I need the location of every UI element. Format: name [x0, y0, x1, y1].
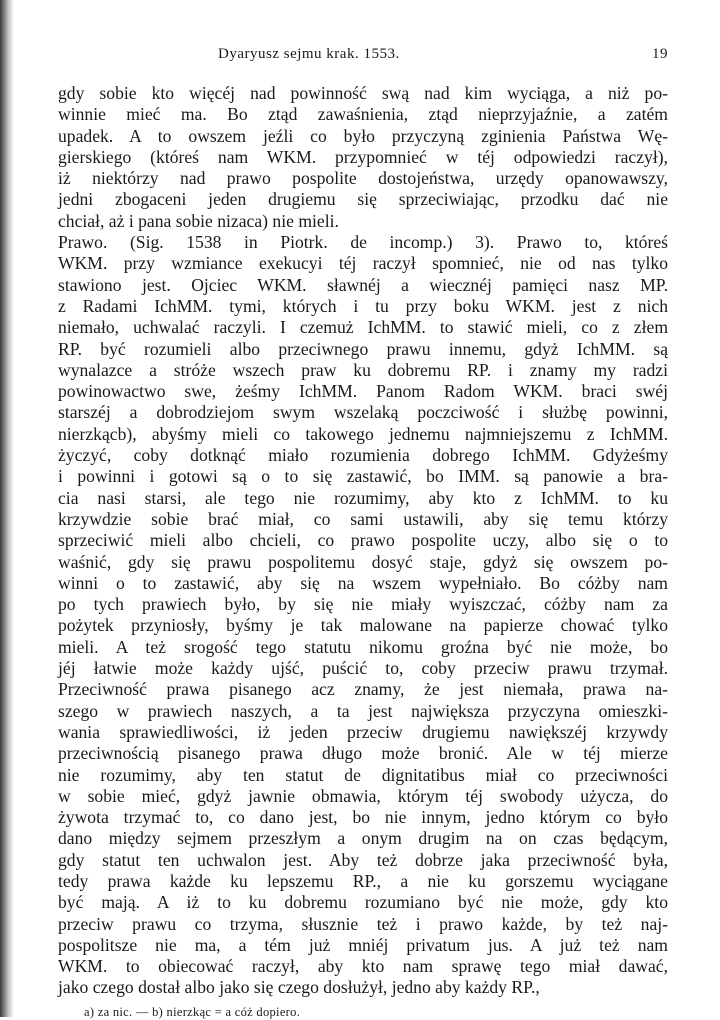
- text-line: pożytek przyniosły, byśmy je tak malowane na papierze chować tylko: [58, 615, 668, 636]
- text-line: winni o to zastawić, aby się na wszem wypełniało. Bo cóżby nam: [58, 572, 668, 593]
- text-line: być mają. A iż to ku dobremu rozumiano być nie może, gdy kto: [58, 892, 668, 913]
- text-line: sprzeciwić mieli albo chcieli, co prawo pospolite uczy, albo się o to: [58, 530, 668, 551]
- text-line: starszéj a dobrodziejom swym wszelaką poczciwość i służbę powinni,: [58, 402, 668, 423]
- text-line: przeciw prawu co trzyma, słusznie też i prawo każde, by też naj-: [58, 913, 668, 934]
- scan-edge-shadow: [0, 0, 14, 1017]
- footnotes: a) za nic. — b) nierzkąc = a cóż dopiero.: [84, 1004, 301, 1019]
- body-text: [58, 83, 668, 999]
- text-line: jako czego dostał albo jako się czego dosłużył, jedno aby każdy RP.,: [58, 977, 540, 998]
- text-line: iż niektórzy nad prawo pospolite dostojeństwa, urzędy opanowawszy,: [58, 168, 668, 189]
- text-line: krzywdzie sobie brać miał, co sami ustawili, aby się temu którzy: [58, 508, 668, 529]
- text-line: jedni zbogaceni jeden drugiemu się sprzeciwiając, przodku dać nie: [58, 189, 668, 210]
- text-line: szego w prawiech naszych, a ta jest największa przyczyna omieszki-: [58, 700, 668, 721]
- text-line: cia nasi starsi, ale tego nie rozumimy, aby kto z IchMM. to ku: [58, 487, 668, 508]
- text-line: i powinni i gotowi są o to się zastawić, bo IMM. są panowie a bra-: [58, 466, 668, 487]
- text-line: po tych prawiech było, by się nie miały wyiszczać, cóżby nam za: [58, 594, 668, 615]
- text-line: wynalazce a stróże wszech praw ku dobremu RP. i znamy my radzi: [58, 359, 668, 380]
- text-line: WKM. to obiecować raczył, aby kto nam sprawę tego miał dawać,: [58, 956, 668, 977]
- text-line: winnie mieć ma. Bo ztąd zawaśnienia, ztąd nieprzyjaźnie, a zatém: [58, 104, 668, 125]
- running-title: Dyaryusz sejmu krak. 1553.: [218, 46, 400, 62]
- text-line: powinowactwo swe, żeśmy IchMM. Panom Radom WKM. braci swéj: [58, 381, 668, 402]
- text-line: żywota trzymać to, co dano jest, bo nie innym, jedno którym co było: [58, 807, 668, 828]
- text-line: wania sprawiedliwości, iż jeden przeciw drugiemu nawiększéj krzywdy: [58, 721, 668, 742]
- text-line: życzyć, coby dotknąć miało rozumienia dobrego IchMM. Gdyżeśmy: [58, 445, 668, 466]
- page-header: [58, 42, 668, 66]
- text-line: chciał, aż i pana sobie nizaca) nie mieli.: [58, 210, 339, 231]
- text-line: gdy statut ten uchwalon jest. Aby też dobrze jaka przeciwność była,: [58, 849, 668, 870]
- text-line: stawiono jest. Ojciec WKM. sławnéj a wiecznéj pamięci nasz MP.: [58, 274, 668, 295]
- text-line: niemało, uchwalać raczyli. I czemuż IchMM. to stawić mieli, co z złem: [58, 317, 668, 338]
- text-line: w sobie mieć, gdyż jawnie obmawia, którym téj swobody użycza, do: [58, 785, 668, 806]
- text-line: gierskiego (któreś nam WKM. przypomnieć w téj odpowiedzi raczył),: [58, 146, 668, 167]
- text-line: nierzkącb), abyśmy mieli co takowego jednemu najmniejszemu z IchMM.: [58, 423, 668, 444]
- text-line: tedy prawa każde ku lepszemu RP., a nie ku gorszemu wyciągane: [58, 870, 668, 891]
- text-line: jéj łatwie może każdy ujść, puścić to, coby przeciw prawu trzymał.: [58, 658, 668, 679]
- text-line: Przeciwność prawa pisanego acz znamy, że jest niemała, prawa na-: [58, 679, 668, 700]
- text-line: gdy sobie kto więcéj nad powinność swą nad kim wyciąga, a niż po-: [58, 83, 668, 103]
- text-line: RP. być rozumieli albo przeciwnego prawu innemu, gdyż IchMM. są: [58, 338, 668, 359]
- text-line: waśnić, gdy się prawu pospolitemu dosyć staje, gdyż się owszem po-: [58, 551, 668, 572]
- page-number: 19: [652, 46, 668, 62]
- text-line: dano między sejmem przeszłym a onym drugim na on czas będącym,: [58, 828, 668, 849]
- text-line: mieli. A też srogość tego statutu nikomu groźna być nie może, bo: [58, 636, 668, 657]
- text-line: nie rozumimy, aby ten statut de dignitatibus miał co przeciwności: [58, 764, 668, 785]
- text-line: pospolitsze nie ma, a tém już mniéj privatum jus. A już też nam: [58, 934, 668, 955]
- text-line: Prawo. (Sig. 1538 in Piotrk. de incomp.) 3). Prawo to, któreś: [58, 232, 668, 253]
- text-line: upadek. A to owszem jeźli co było przyczyną zginienia Państwa Wę-: [58, 125, 668, 146]
- page: [58, 42, 668, 1020]
- text-line: WKM. przy wzmiance exekucyi téj raczył spomnieć, nie od nas tylko: [58, 253, 668, 274]
- text-line: przeciwnością pisanego prawa długo może bronić. Ale w téj mierze: [58, 743, 668, 764]
- text-line: z Radami IchMM. tymi, których i tu przy boku WKM. jest z nich: [58, 295, 668, 316]
